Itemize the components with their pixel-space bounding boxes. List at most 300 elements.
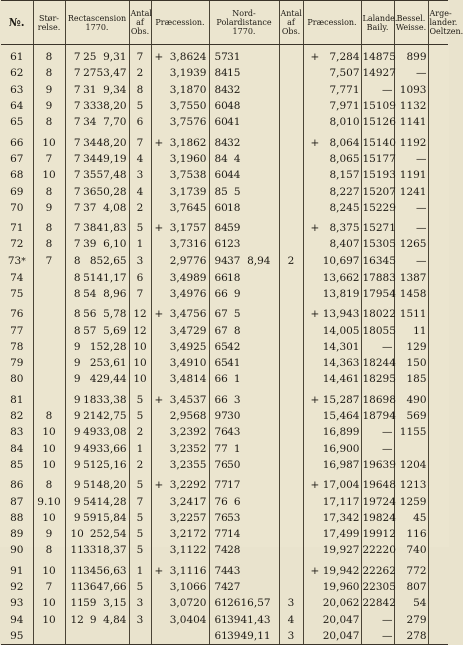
ra-hours: 8	[73, 255, 81, 268]
ra-precession-value	[153, 82, 208, 98]
npd-precession-number: 7,771	[329, 83, 360, 96]
npd-precession-number: 14,461	[322, 373, 360, 386]
star-number-cell	[1, 339, 33, 355]
ra-hours: 7	[73, 83, 81, 96]
ra-seconds: 56,63	[96, 564, 127, 577]
npd-observations-cell	[279, 355, 303, 371]
table-row	[1, 408, 448, 424]
magnitude-cell	[33, 270, 65, 286]
ra-precession-number: 3,0720	[169, 597, 207, 610]
ra-precession-cell	[151, 306, 209, 322]
npd-precession-value	[305, 441, 360, 457]
bessel-weisse-cell: 45	[394, 510, 428, 526]
argelander-oeltzen-cell	[428, 286, 448, 302]
right-ascension-value	[67, 392, 128, 408]
ra-precession-value	[153, 253, 208, 269]
npd-minutes: 1	[233, 373, 241, 386]
ra-hours: 11	[70, 544, 84, 557]
ra-seconds: 4,08	[103, 201, 127, 214]
polar-distance-cell	[209, 270, 279, 286]
npd-seconds	[241, 184, 271, 200]
polar-distance-value	[211, 135, 278, 151]
star-number: 83	[10, 426, 24, 439]
lalande-baily-cell: —	[361, 612, 394, 628]
npd-observations-cell	[279, 457, 303, 473]
ra-minutes: 9	[89, 613, 97, 626]
ra-hours: 11	[70, 597, 84, 610]
ra-seconds: 5,78	[103, 308, 127, 321]
right-ascension-cell	[65, 526, 129, 542]
star-number-cell	[1, 183, 33, 199]
star-number: 91	[10, 564, 24, 577]
ra-precession-value	[153, 355, 208, 371]
npd-observations-cell	[279, 408, 303, 424]
argelander-oeltzen-cell	[428, 526, 448, 542]
npd-seconds	[241, 306, 271, 322]
magnitude-cell: 8	[33, 236, 65, 252]
npd-seconds: 16,57	[240, 597, 271, 610]
npd-degrees: 76	[214, 511, 228, 524]
npd-minutes: 42	[227, 340, 241, 353]
argelander-oeltzen-cell	[428, 371, 448, 387]
argelander-oeltzen-cell	[428, 563, 448, 579]
lalande-baily-cell: 18698	[361, 392, 394, 408]
ra-precession-value	[153, 494, 208, 510]
right-ascension-cell	[65, 98, 129, 114]
argelander-oeltzen-cell	[428, 424, 448, 440]
right-ascension-cell	[65, 220, 129, 236]
magnitude-cell: 9	[33, 526, 65, 542]
npd-precession-number: 16,987	[322, 458, 360, 471]
table-row	[1, 477, 448, 493]
ra-precession-number: 3,1739	[169, 185, 207, 198]
polar-distance-value	[211, 286, 278, 302]
argelander-oeltzen-cell	[428, 579, 448, 595]
right-ascension-cell	[65, 355, 129, 371]
ra-observations-cell: 5	[129, 477, 151, 493]
bessel-weisse-cell: 1265	[394, 236, 428, 252]
ra-minutes: 25	[83, 51, 97, 64]
ra-minutes: 36	[83, 581, 97, 594]
npd-seconds	[241, 457, 271, 473]
lalande-baily-cell: 15207	[361, 183, 394, 199]
table-row	[1, 542, 448, 558]
npd-precession-value	[305, 457, 360, 473]
star-number-cell	[1, 457, 33, 473]
star-number-cell	[1, 82, 33, 98]
ra-precession-cell	[151, 595, 209, 611]
npd-minutes: 28	[227, 544, 241, 557]
polar-distance-value	[211, 510, 278, 526]
npd-minutes: 41	[227, 116, 241, 129]
polar-distance-cell	[209, 510, 279, 526]
ra-precession-value	[153, 151, 208, 167]
ra-precession-cell	[151, 151, 209, 167]
npd-precession-value	[305, 392, 360, 408]
ra-minutes: 1	[89, 340, 97, 353]
ra-minutes: 2	[89, 528, 97, 541]
npd-seconds	[241, 408, 271, 424]
ra-precession-sign	[155, 526, 165, 542]
ra-minutes: 49	[83, 442, 97, 455]
npd-precession-value	[305, 355, 360, 371]
ra-precession-sign	[155, 457, 165, 473]
ra-observations-cell: 7	[129, 134, 151, 150]
ra-precession-sign	[155, 286, 165, 302]
ra-seconds: 52,65	[96, 255, 127, 268]
star-number: 81	[10, 393, 24, 406]
npd-degrees: 60	[214, 169, 228, 182]
polar-distance-value	[211, 253, 278, 269]
col-header-argelander-oeltzen: Arge- lander. Oeltzen.	[428, 1, 448, 45]
npd-precession-cell	[303, 220, 361, 236]
npd-seconds	[241, 49, 271, 65]
right-ascension-cell	[65, 236, 129, 252]
lalande-baily-cell: 19912	[361, 526, 394, 542]
npd-minutes: 6	[233, 495, 241, 508]
ra-observations-cell: 4	[129, 183, 151, 199]
right-ascension-value	[67, 167, 128, 183]
polar-distance-value	[211, 306, 278, 322]
bessel-weisse-cell: 740	[394, 542, 428, 558]
ra-seconds: 38,20	[96, 100, 127, 113]
npd-minutes: 26	[227, 597, 241, 610]
bessel-weisse-cell: —	[394, 65, 428, 81]
argelander-oeltzen-cell	[428, 183, 448, 199]
npd-precession-value	[305, 82, 360, 98]
star-number: 90	[10, 544, 24, 557]
ra-observations-cell: 3	[129, 253, 151, 270]
star-number: 88	[10, 511, 24, 524]
right-ascension-value	[67, 323, 128, 339]
ra-seconds: 3,15	[103, 597, 127, 610]
ra-minutes: 2	[89, 357, 97, 370]
ra-hours: 7	[73, 116, 81, 129]
npd-precession-number: 20,062	[322, 597, 360, 610]
ra-precession-number: 3,1870	[169, 83, 207, 96]
npd-minutes: 43	[227, 426, 241, 439]
right-ascension-value	[67, 542, 128, 558]
polar-distance-value	[211, 612, 278, 628]
ra-hours: 7	[73, 100, 81, 113]
npd-degrees: 97	[214, 410, 228, 423]
npd-precession-value	[305, 151, 360, 167]
ra-seconds: 48,20	[96, 136, 127, 149]
star-number: 68	[10, 169, 24, 182]
npd-precession-sign: +	[310, 136, 320, 149]
ra-precession-value	[153, 477, 208, 493]
lalande-baily-cell: 22305	[361, 579, 394, 595]
npd-observations-cell	[279, 98, 303, 114]
argelander-oeltzen-cell	[428, 628, 448, 645]
npd-precession-number: 14,363	[322, 357, 360, 370]
star-number-cell	[1, 542, 33, 558]
ra-precession-value	[153, 114, 208, 130]
ra-precession-cell	[151, 457, 209, 473]
ra-hours: 9	[73, 495, 81, 508]
polar-distance-value	[211, 236, 278, 252]
ra-precession-sign	[155, 323, 165, 339]
star-number-cell	[1, 98, 33, 114]
polar-distance-value	[211, 200, 278, 216]
star-number: 93	[10, 597, 24, 610]
polar-distance-cell	[209, 579, 279, 595]
star-number: 82	[10, 410, 24, 423]
ra-observations-cell: 5	[129, 392, 151, 408]
right-ascension-cell	[65, 595, 129, 611]
npd-degrees: 76	[214, 426, 228, 439]
npd-observations-cell	[279, 371, 303, 387]
ra-precession-value	[153, 542, 208, 558]
table-row	[1, 134, 448, 150]
npd-seconds: 8,94	[247, 255, 271, 268]
npd-precession-value	[305, 306, 360, 322]
ra-hours: 9	[73, 442, 81, 455]
magnitude-cell	[33, 355, 65, 371]
lalande-baily-cell: —	[361, 628, 394, 645]
npd-observations-cell	[279, 579, 303, 595]
npd-observations-cell: 3	[279, 595, 303, 611]
ra-seconds: 49,19	[96, 152, 127, 165]
ra-minutes: 34	[83, 564, 97, 577]
bessel-weisse-cell: 1458	[394, 286, 428, 302]
table-row	[1, 441, 448, 457]
star-number: 74	[10, 271, 24, 284]
col-header-magnitude: Stør- relse.	[33, 1, 65, 45]
star-number-cell	[1, 392, 33, 408]
ra-precession-value	[153, 510, 208, 526]
ra-minutes: 31	[83, 83, 97, 96]
npd-minutes: 59	[227, 222, 241, 235]
magnitude-cell	[33, 371, 65, 387]
ra-precession-value	[153, 306, 208, 322]
ra-precession-value	[153, 392, 208, 408]
ra-hours: 11	[70, 581, 84, 594]
right-ascension-cell	[65, 49, 129, 65]
table-row	[1, 270, 448, 286]
right-ascension-cell	[65, 408, 129, 424]
polar-distance-cell	[209, 134, 279, 150]
table-row	[1, 114, 448, 130]
npd-degrees: 74	[214, 544, 228, 557]
ra-observations-cell: 12	[129, 322, 151, 338]
ra-hours: 9	[73, 479, 81, 492]
table-row	[1, 339, 448, 355]
ra-precession-number: 3,2292	[169, 479, 207, 492]
lalande-baily-cell: —	[361, 441, 394, 457]
lalande-baily-cell: 14927	[361, 65, 394, 81]
npd-observations-cell	[279, 114, 303, 130]
right-ascension-value	[67, 408, 128, 424]
bessel-weisse-cell: 1259	[394, 493, 428, 509]
argelander-oeltzen-cell	[428, 151, 448, 167]
right-ascension-value	[67, 65, 128, 81]
npd-precession-number: 8,010	[329, 116, 360, 129]
ra-precession-number: 3,7550	[169, 100, 207, 113]
bessel-weisse-cell: —	[394, 151, 428, 167]
npd-degrees: 67	[214, 308, 228, 321]
ra-hours: 7	[73, 185, 81, 198]
npd-precession-sign	[311, 286, 319, 302]
npd-minutes: 1	[233, 442, 241, 455]
npd-observations-cell	[279, 493, 303, 509]
npd-seconds	[241, 98, 271, 114]
star-number-cell	[1, 441, 33, 457]
npd-precession-sign	[311, 184, 319, 200]
table-row	[1, 306, 448, 322]
npd-observations-cell	[279, 339, 303, 355]
lalande-baily-cell: —	[361, 339, 394, 355]
ra-seconds: 48,20	[96, 479, 127, 492]
table-row	[1, 526, 448, 542]
ra-seconds: 41,17	[96, 271, 127, 284]
ra-precession-value	[153, 270, 208, 286]
npd-precession-number: 8,375	[329, 222, 360, 235]
ra-seconds: 33,66	[96, 442, 127, 455]
lalande-baily-cell: 18794	[361, 408, 394, 424]
ra-observations-cell: 12	[129, 306, 151, 322]
argelander-oeltzen-cell	[428, 339, 448, 355]
npd-seconds	[241, 339, 271, 355]
polar-distance-cell	[209, 542, 279, 558]
right-ascension-value	[67, 184, 128, 200]
polar-distance-cell	[209, 306, 279, 322]
npd-precession-cell	[303, 270, 361, 286]
star-number-cell	[1, 220, 33, 236]
magnitude-cell	[33, 339, 65, 355]
ra-observations-cell: 7	[129, 49, 151, 65]
npd-precession-value	[305, 270, 360, 286]
npd-minutes: 18	[227, 271, 241, 284]
npd-precession-cell	[303, 526, 361, 542]
npd-minutes: 4	[233, 152, 241, 165]
polar-distance-value	[211, 542, 278, 558]
magnitude-cell: 10	[33, 134, 65, 150]
ra-observations-cell: 6	[129, 114, 151, 130]
npd-observations-cell	[279, 200, 303, 216]
ra-precession-cell	[151, 477, 209, 493]
right-ascension-cell	[65, 457, 129, 473]
ra-precession-cell	[151, 253, 209, 270]
polar-distance-value	[211, 563, 278, 579]
argelander-oeltzen-cell	[428, 82, 448, 98]
ra-precession-value	[153, 49, 208, 65]
magnitude-cell: 10	[33, 595, 65, 611]
polar-distance-cell	[209, 65, 279, 81]
npd-observations-cell	[279, 49, 303, 65]
npd-precession-cell	[303, 563, 361, 579]
ra-hours: 8	[73, 308, 81, 321]
npd-minutes: 50	[227, 458, 241, 471]
ra-precession-sign	[155, 167, 165, 183]
npd-degrees: 66	[214, 393, 228, 406]
ra-precession-sign	[155, 494, 165, 510]
ra-precession-value	[153, 236, 208, 252]
lalande-baily-cell: 19648	[361, 477, 394, 493]
table-row	[1, 457, 448, 473]
star-catalogue-table	[1, 0, 463, 645]
argelander-oeltzen-cell	[428, 236, 448, 252]
ra-seconds: 14,28	[96, 495, 127, 508]
right-ascension-cell	[65, 392, 129, 408]
npd-precession-cell	[303, 424, 361, 440]
star-number-cell	[1, 355, 33, 371]
bessel-weisse-cell: 1141	[394, 114, 428, 130]
star-number-cell	[1, 371, 33, 387]
bessel-weisse-cell: 772	[394, 563, 428, 579]
polar-distance-cell	[209, 477, 279, 493]
star-number-cell	[1, 628, 33, 645]
ra-precession-cell	[151, 183, 209, 199]
ra-precession-number: 3,1066	[169, 581, 207, 594]
npd-precession-sign	[311, 82, 319, 98]
right-ascension-value	[67, 306, 128, 322]
star-number-cell	[1, 270, 33, 286]
ra-minutes: 18	[83, 393, 97, 406]
npd-precession-sign	[311, 253, 319, 269]
ra-precession-cell	[151, 628, 209, 645]
bessel-weisse-cell: —	[394, 253, 428, 270]
ra-precession-number: 3,2352	[169, 442, 207, 455]
npd-precession-cell	[303, 253, 361, 270]
polar-distance-value	[211, 114, 278, 130]
ra-precession-cell	[151, 579, 209, 595]
npd-precession-sign	[311, 510, 319, 526]
ra-minutes: 51	[83, 479, 97, 492]
ra-minutes: 59	[83, 597, 97, 610]
argelander-oeltzen-cell	[428, 477, 448, 493]
npd-seconds	[241, 371, 271, 387]
ra-hours: 11	[70, 564, 84, 577]
ra-precession-cell	[151, 408, 209, 424]
table-row	[1, 493, 448, 509]
argelander-oeltzen-cell	[428, 408, 448, 424]
polar-distance-cell	[209, 441, 279, 457]
npd-seconds	[241, 135, 271, 151]
star-number: 94	[10, 613, 24, 626]
magnitude-cell	[33, 322, 65, 338]
npd-precession-value	[305, 184, 360, 200]
argelander-oeltzen-cell	[428, 595, 448, 611]
bessel-weisse-cell: 116	[394, 526, 428, 542]
ra-precession-number: 3,4925	[169, 340, 207, 353]
magnitude-cell: 10	[33, 424, 65, 440]
polar-distance-cell	[209, 408, 279, 424]
ra-minutes: 56	[83, 308, 97, 321]
ra-precession-sign	[155, 510, 165, 526]
npd-observations-cell	[279, 424, 303, 440]
ra-precession-sign	[155, 612, 165, 628]
magnitude-cell: 7	[33, 579, 65, 595]
ra-precession-cell	[151, 424, 209, 440]
argelander-oeltzen-cell	[428, 134, 448, 150]
ra-observations-cell: 10	[129, 371, 151, 387]
npd-precession-value	[305, 135, 360, 151]
ra-precession-number: 3,1122	[169, 544, 207, 557]
polar-distance-cell	[209, 392, 279, 408]
ra-seconds: 42,75	[96, 410, 127, 423]
ra-minutes: 54	[83, 288, 97, 300]
ra-hours: 9	[73, 373, 81, 386]
right-ascension-cell	[65, 542, 129, 558]
magnitude-cell: 8	[33, 542, 65, 558]
ra-precession-cell	[151, 98, 209, 114]
npd-degrees: 94	[214, 255, 228, 268]
magnitude-cell: 10	[33, 441, 65, 457]
ra-observations-cell: 5	[129, 579, 151, 595]
polar-distance-value	[211, 339, 278, 355]
polar-distance-cell	[209, 167, 279, 183]
